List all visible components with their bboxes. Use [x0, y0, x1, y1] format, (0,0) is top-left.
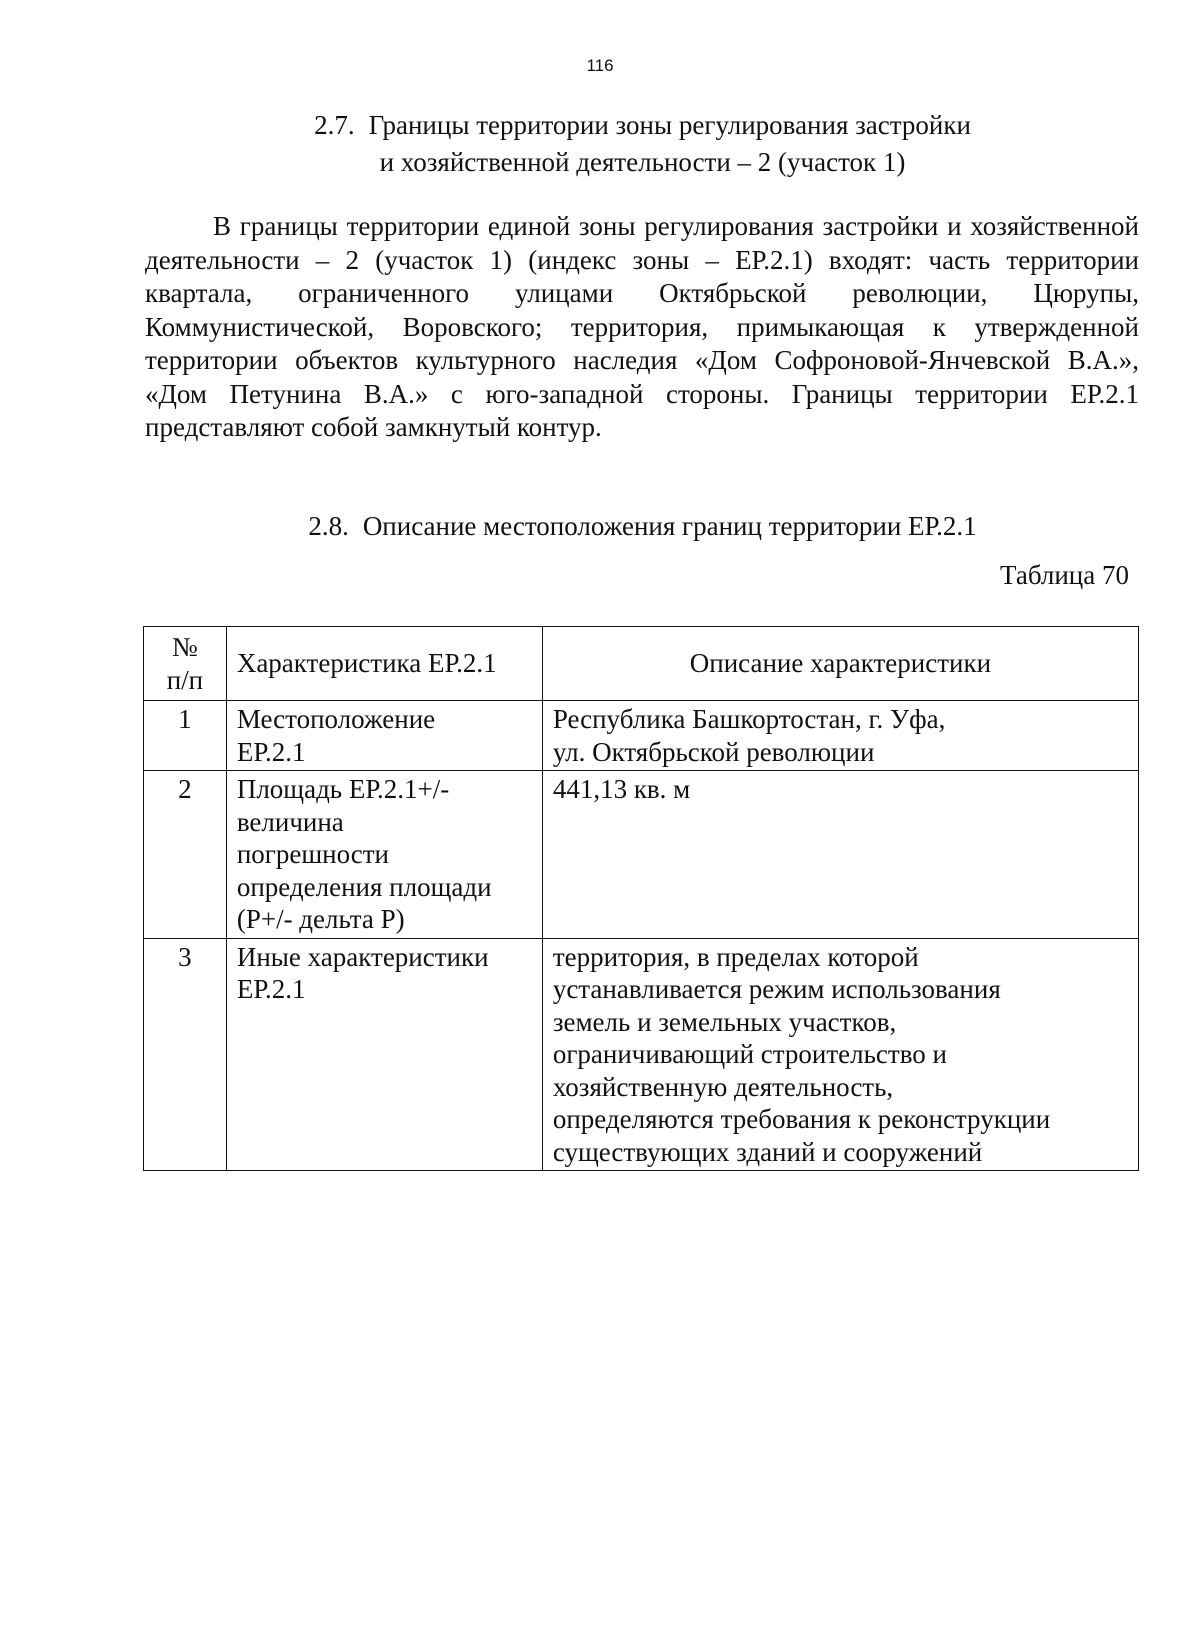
section-heading-2-7: [140, 107, 1145, 181]
row-characteristic: Местоположение ЕР.2.1: [226, 701, 542, 771]
header-characteristic: Характеристика ЕР.2.1: [226, 627, 542, 701]
section-heading-2-8: [140, 508, 1145, 545]
characteristics-table: [143, 626, 1139, 1171]
row-number: 2: [144, 771, 227, 939]
row-number: 1: [144, 701, 227, 771]
row-characteristic: Площадь ЕР.2.1+/- величина погрешности определения площади (Р+/- дельта Р): [226, 771, 542, 939]
row-description: территория, в пределах которой устанавливается режим использования земель и земельных участков, ограничивающий строительство и хозяйственную деятельность, определяются требования к реконструкции существующих зданий и сооружений: [542, 938, 1138, 1171]
page-number: 116: [586, 56, 614, 75]
section-title: Описание местоположения границ территории ЕР.2.1: [362, 511, 977, 541]
section-number: 2.7.: [314, 110, 355, 140]
table-row: [144, 938, 1139, 1171]
section-heading-line-1: [140, 107, 1145, 144]
table-caption: Таблица 70: [1000, 560, 1129, 590]
row-description: Республика Башкортостан, г. Уфа, ул. Октябрьской революции: [542, 701, 1138, 771]
section-title-line-1: Границы территории зоны регулирования застройки: [368, 110, 971, 140]
row-description: 441,13 кв. м: [542, 771, 1138, 939]
header-description: Описание характеристики: [542, 627, 1138, 701]
table-header-row: [144, 627, 1139, 701]
header-number: № п/п: [144, 627, 227, 701]
table-row: [144, 771, 1139, 939]
table-row: [144, 701, 1139, 771]
body-paragraph: В границы территории единой зоны регулирования застройки и хозяйственной деятельности – 2 (участок 1) (индекс зоны – ЕР.2.1) входят: часть территории квартала, ограниченного улицами Октябрьской революции, Цюрупы, Коммунистической, Воровского; территория, примыкающая к утвержденной территории объектов культурного наследия «Дом Софроновой-Янчевской В.А.», «Дом Петунина В.А.» с юго-западной стороны. Границы территории ЕР.2.1 представляют собой замкнутый контур.: [145, 211, 1139, 442]
row-characteristic: Иные характеристики ЕР.2.1: [226, 938, 542, 1171]
section-number: 2.8.: [308, 511, 349, 541]
row-number: 3: [144, 938, 227, 1171]
section-title-line-2: и хозяйственной деятельности – 2 (участок 1): [379, 147, 906, 177]
